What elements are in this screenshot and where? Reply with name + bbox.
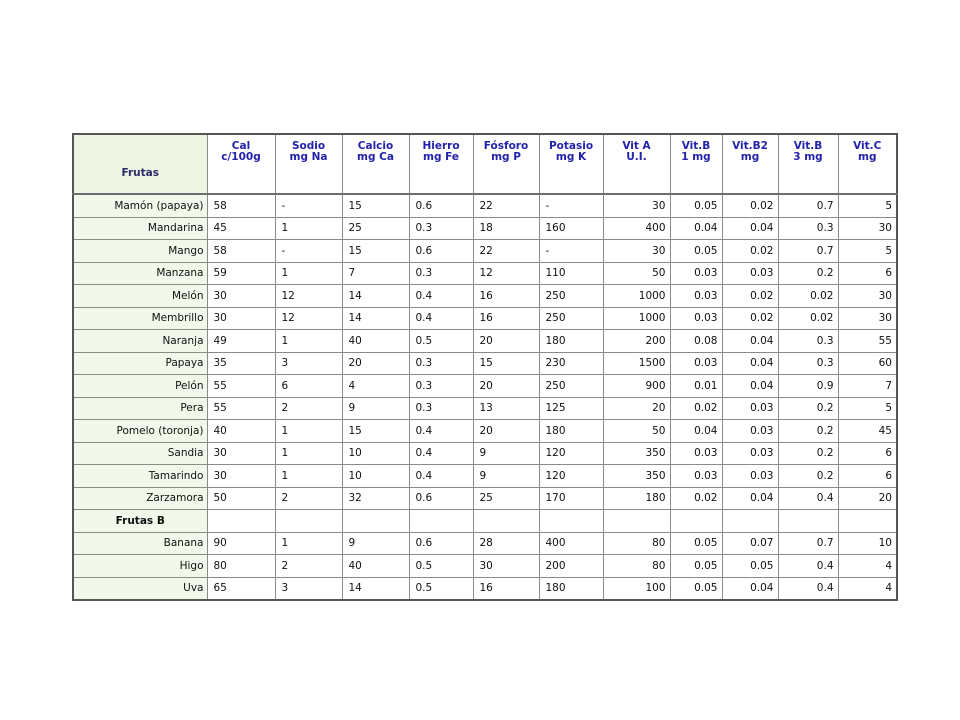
value-cell xyxy=(409,510,473,533)
value-cell: 1 xyxy=(275,330,342,353)
fruit-name-cell: Banana xyxy=(73,532,207,555)
value-cell: 0.07 xyxy=(722,532,778,555)
table-row xyxy=(73,240,897,263)
fruit-name-cell: Sandia xyxy=(73,442,207,465)
value-cell: 0.03 xyxy=(722,442,778,465)
value-cell: 7 xyxy=(838,375,897,398)
table-row xyxy=(73,352,897,375)
value-cell: 0.04 xyxy=(722,217,778,240)
value-cell: 0.03 xyxy=(670,307,722,330)
value-cell: 55 xyxy=(838,330,897,353)
fruit-name-cell: Pelón xyxy=(73,375,207,398)
value-cell: 20 xyxy=(473,330,539,353)
fruit-name-cell: Membrillo xyxy=(73,307,207,330)
value-cell: 32 xyxy=(342,487,409,510)
value-cell: 0.03 xyxy=(722,465,778,488)
value-cell: 12 xyxy=(473,262,539,285)
value-cell: 55 xyxy=(207,397,275,420)
value-cell: - xyxy=(275,240,342,263)
value-cell: 1 xyxy=(275,442,342,465)
value-cell: 0.2 xyxy=(778,262,838,285)
value-cell: 0.05 xyxy=(670,555,722,578)
table-row xyxy=(73,217,897,240)
value-cell: 10 xyxy=(838,532,897,555)
value-cell: 30 xyxy=(838,217,897,240)
column-header xyxy=(838,134,897,194)
value-cell: 0.2 xyxy=(778,465,838,488)
value-cell: 30 xyxy=(207,285,275,308)
table-row xyxy=(73,532,897,555)
fruit-name-cell: Mandarina xyxy=(73,217,207,240)
table-header xyxy=(73,134,897,194)
value-cell: 13 xyxy=(473,397,539,420)
value-cell: 250 xyxy=(539,375,603,398)
value-cell: 1500 xyxy=(603,352,670,375)
value-cell: 0.6 xyxy=(409,532,473,555)
section-label: Frutas B xyxy=(73,510,207,533)
value-cell: 80 xyxy=(603,532,670,555)
value-cell: 200 xyxy=(539,555,603,578)
value-cell: 14 xyxy=(342,577,409,600)
value-cell: 30 xyxy=(473,555,539,578)
value-cell: 50 xyxy=(603,420,670,443)
value-cell: 14 xyxy=(342,285,409,308)
value-cell: 20 xyxy=(342,352,409,375)
column-header-line: mg Na xyxy=(289,151,328,163)
value-cell: 0.4 xyxy=(409,307,473,330)
value-cell: 1000 xyxy=(603,285,670,308)
value-cell: 0.4 xyxy=(778,487,838,510)
value-cell: 0.05 xyxy=(670,577,722,600)
value-cell: 0.03 xyxy=(670,352,722,375)
value-cell: 0.02 xyxy=(722,307,778,330)
column-header-line: Hierro xyxy=(422,140,460,152)
table-row xyxy=(73,442,897,465)
value-cell: 0.02 xyxy=(722,194,778,217)
fruit-name-cell: Manzana xyxy=(73,262,207,285)
value-cell: 45 xyxy=(838,420,897,443)
value-cell: 58 xyxy=(207,240,275,263)
value-cell: 0.4 xyxy=(409,442,473,465)
value-cell: 0.2 xyxy=(778,397,838,420)
value-cell: 0.02 xyxy=(778,285,838,308)
value-cell: 45 xyxy=(207,217,275,240)
value-cell: 50 xyxy=(603,262,670,285)
value-cell: 0.04 xyxy=(670,217,722,240)
value-cell xyxy=(342,510,409,533)
value-cell: 0.03 xyxy=(670,442,722,465)
value-cell xyxy=(539,510,603,533)
value-cell: 0.08 xyxy=(670,330,722,353)
value-cell: 180 xyxy=(539,577,603,600)
value-cell: 16 xyxy=(473,285,539,308)
table-row xyxy=(73,577,897,600)
value-cell: 0.2 xyxy=(778,442,838,465)
value-cell: 7 xyxy=(342,262,409,285)
value-cell: 65 xyxy=(207,577,275,600)
value-cell: 0.9 xyxy=(778,375,838,398)
value-cell: 0.04 xyxy=(722,375,778,398)
column-header xyxy=(275,134,342,194)
header-row xyxy=(73,134,897,194)
value-cell: 22 xyxy=(473,240,539,263)
value-cell: 0.4 xyxy=(778,555,838,578)
value-cell: 0.04 xyxy=(722,352,778,375)
value-cell: 9 xyxy=(473,442,539,465)
value-cell: 0.3 xyxy=(409,375,473,398)
value-cell: 49 xyxy=(207,330,275,353)
value-cell: 0.7 xyxy=(778,532,838,555)
value-cell: 0.05 xyxy=(670,240,722,263)
value-cell: 350 xyxy=(603,442,670,465)
value-cell: 16 xyxy=(473,577,539,600)
value-cell: 9 xyxy=(342,532,409,555)
value-cell: 400 xyxy=(603,217,670,240)
fruit-name-cell: Melón xyxy=(73,285,207,308)
column-header-line: Vit.B xyxy=(793,140,823,152)
value-cell: 0.01 xyxy=(670,375,722,398)
column-header-line: 3 mg xyxy=(793,151,823,163)
value-cell xyxy=(473,510,539,533)
value-cell: 0.02 xyxy=(778,307,838,330)
value-cell: 80 xyxy=(603,555,670,578)
value-cell: 0.6 xyxy=(409,240,473,263)
value-cell: - xyxy=(539,194,603,217)
value-cell: 230 xyxy=(539,352,603,375)
nutrition-table-container xyxy=(72,133,898,601)
value-cell: 22 xyxy=(473,194,539,217)
value-cell: 6 xyxy=(838,442,897,465)
value-cell: 3 xyxy=(275,577,342,600)
value-cell: 30 xyxy=(207,307,275,330)
value-cell: 120 xyxy=(539,465,603,488)
table-row xyxy=(73,262,897,285)
value-cell xyxy=(778,510,838,533)
value-cell: 10 xyxy=(342,465,409,488)
column-header xyxy=(409,134,473,194)
value-cell: 0.03 xyxy=(670,465,722,488)
value-cell: 0.7 xyxy=(778,194,838,217)
value-cell: 0.7 xyxy=(778,240,838,263)
column-header-line: Frutas xyxy=(121,166,159,179)
value-cell xyxy=(670,510,722,533)
value-cell: 160 xyxy=(539,217,603,240)
value-cell: 2 xyxy=(275,397,342,420)
value-cell: 80 xyxy=(207,555,275,578)
table-row xyxy=(73,487,897,510)
value-cell: 0.6 xyxy=(409,487,473,510)
value-cell: 180 xyxy=(603,487,670,510)
fruit-name-cell: Uva xyxy=(73,577,207,600)
value-cell xyxy=(838,510,897,533)
column-header-line: Vit.B xyxy=(681,140,711,152)
value-cell: 15 xyxy=(473,352,539,375)
value-cell: 0.02 xyxy=(722,240,778,263)
value-cell: 0.3 xyxy=(778,217,838,240)
value-cell: 6 xyxy=(838,465,897,488)
value-cell: 0.03 xyxy=(722,420,778,443)
fruit-name-cell: Papaya xyxy=(73,352,207,375)
value-cell: 4 xyxy=(342,375,409,398)
value-cell: 250 xyxy=(539,285,603,308)
table-row xyxy=(73,555,897,578)
value-cell: 30 xyxy=(603,194,670,217)
value-cell xyxy=(207,510,275,533)
value-cell: 4 xyxy=(838,577,897,600)
value-cell: 9 xyxy=(342,397,409,420)
fruit-name-cell: Naranja xyxy=(73,330,207,353)
value-cell xyxy=(275,510,342,533)
value-cell xyxy=(722,510,778,533)
column-header-line: mg Fe xyxy=(423,151,459,163)
value-cell: 55 xyxy=(207,375,275,398)
column-header-line: Potasio xyxy=(548,140,594,152)
value-cell: 0.3 xyxy=(409,217,473,240)
value-cell: 0.3 xyxy=(778,330,838,353)
fruit-name-cell: Mango xyxy=(73,240,207,263)
value-cell: 30 xyxy=(207,465,275,488)
value-cell: 60 xyxy=(838,352,897,375)
value-cell: 0.6 xyxy=(409,194,473,217)
value-cell: 1000 xyxy=(603,307,670,330)
value-cell: 120 xyxy=(539,442,603,465)
value-cell: 14 xyxy=(342,307,409,330)
value-cell: 25 xyxy=(342,217,409,240)
value-cell: 15 xyxy=(342,420,409,443)
fruit-name-cell: Tamarindo xyxy=(73,465,207,488)
column-header xyxy=(473,134,539,194)
column-header-line: mg P xyxy=(491,151,521,163)
value-cell: 4 xyxy=(838,555,897,578)
value-cell: 0.04 xyxy=(722,487,778,510)
value-cell: 0.04 xyxy=(670,420,722,443)
value-cell: 100 xyxy=(603,577,670,600)
fruit-name-cell: Pera xyxy=(73,397,207,420)
column-header xyxy=(722,134,778,194)
table-row xyxy=(73,397,897,420)
table-row xyxy=(73,194,897,217)
value-cell: 20 xyxy=(838,487,897,510)
value-cell: 0.5 xyxy=(409,577,473,600)
fruit-name-cell: Mamón (papaya) xyxy=(73,194,207,217)
value-cell: 0.03 xyxy=(722,262,778,285)
column-header-line: Vit.B2 xyxy=(732,140,768,152)
value-cell: 2 xyxy=(275,487,342,510)
value-cell: 20 xyxy=(603,397,670,420)
value-cell: 0.02 xyxy=(722,285,778,308)
table-row xyxy=(73,375,897,398)
value-cell: 59 xyxy=(207,262,275,285)
value-cell: 400 xyxy=(539,532,603,555)
value-cell: 12 xyxy=(275,307,342,330)
column-header xyxy=(670,134,722,194)
column-header xyxy=(342,134,409,194)
value-cell: 10 xyxy=(342,442,409,465)
value-cell: 0.4 xyxy=(409,285,473,308)
value-cell: 40 xyxy=(207,420,275,443)
value-cell: 12 xyxy=(275,285,342,308)
table-row xyxy=(73,420,897,443)
value-cell: - xyxy=(539,240,603,263)
value-cell: 30 xyxy=(838,307,897,330)
column-header-line: mg xyxy=(740,151,760,163)
value-cell: 1 xyxy=(275,420,342,443)
value-cell: 20 xyxy=(473,420,539,443)
value-cell: 0.2 xyxy=(778,420,838,443)
value-cell: 40 xyxy=(342,330,409,353)
value-cell: 0.3 xyxy=(409,397,473,420)
value-cell: 9 xyxy=(473,465,539,488)
column-header-line: Vit A xyxy=(622,140,651,152)
fruit-name-cell: Zarzamora xyxy=(73,487,207,510)
value-cell: 900 xyxy=(603,375,670,398)
value-cell: 1 xyxy=(275,465,342,488)
table-row xyxy=(73,330,897,353)
value-cell: 6 xyxy=(275,375,342,398)
value-cell: 2 xyxy=(275,555,342,578)
column-header-line: Sodio xyxy=(291,140,326,152)
value-cell: 18 xyxy=(473,217,539,240)
value-cell: 0.3 xyxy=(409,262,473,285)
value-cell: 15 xyxy=(342,240,409,263)
value-cell: 6 xyxy=(838,262,897,285)
value-cell: 40 xyxy=(342,555,409,578)
value-cell: 0.04 xyxy=(722,577,778,600)
value-cell: 35 xyxy=(207,352,275,375)
fruit-name-cell: Higo xyxy=(73,555,207,578)
value-cell: 0.05 xyxy=(670,532,722,555)
value-cell: 0.03 xyxy=(670,262,722,285)
value-cell: 0.3 xyxy=(778,352,838,375)
value-cell: 90 xyxy=(207,532,275,555)
table-body xyxy=(73,194,897,600)
value-cell: 28 xyxy=(473,532,539,555)
value-cell: 30 xyxy=(207,442,275,465)
value-cell: 5 xyxy=(838,194,897,217)
value-cell: 3 xyxy=(275,352,342,375)
value-cell: 16 xyxy=(473,307,539,330)
value-cell: 1 xyxy=(275,532,342,555)
value-cell: 0.03 xyxy=(670,285,722,308)
value-cell: 0.02 xyxy=(670,487,722,510)
value-cell: 0.02 xyxy=(670,397,722,420)
value-cell: 110 xyxy=(539,262,603,285)
value-cell: 5 xyxy=(838,397,897,420)
column-header-line: Fósforo xyxy=(483,140,529,152)
fruit-name-cell: Pomelo (toronja) xyxy=(73,420,207,443)
value-cell: 170 xyxy=(539,487,603,510)
column-header xyxy=(778,134,838,194)
value-cell: 20 xyxy=(473,375,539,398)
value-cell: 350 xyxy=(603,465,670,488)
value-cell: 180 xyxy=(539,420,603,443)
value-cell: 0.05 xyxy=(722,555,778,578)
section-row xyxy=(73,510,897,533)
value-cell: 250 xyxy=(539,307,603,330)
table-row xyxy=(73,307,897,330)
value-cell: 25 xyxy=(473,487,539,510)
value-cell: 15 xyxy=(342,194,409,217)
value-cell: 0.5 xyxy=(409,555,473,578)
value-cell: - xyxy=(275,194,342,217)
column-header xyxy=(539,134,603,194)
value-cell: 30 xyxy=(603,240,670,263)
column-header-line: Calcio xyxy=(357,140,394,152)
value-cell: 200 xyxy=(603,330,670,353)
column-header-line: Cal xyxy=(231,140,251,152)
value-cell: 0.04 xyxy=(722,330,778,353)
value-cell: 180 xyxy=(539,330,603,353)
table-row xyxy=(73,285,897,308)
value-cell: 0.3 xyxy=(409,352,473,375)
value-cell: 0.4 xyxy=(778,577,838,600)
table-row xyxy=(73,465,897,488)
value-cell: 0.4 xyxy=(409,465,473,488)
column-header-fruit xyxy=(73,134,207,194)
value-cell: 58 xyxy=(207,194,275,217)
column-header-line: c/100g xyxy=(221,151,261,163)
column-header-line: mg xyxy=(858,151,877,163)
value-cell: 0.5 xyxy=(409,330,473,353)
column-header-line: mg Ca xyxy=(357,151,394,163)
value-cell: 1 xyxy=(275,262,342,285)
value-cell: 0.05 xyxy=(670,194,722,217)
value-cell: 5 xyxy=(838,240,897,263)
column-header xyxy=(207,134,275,194)
value-cell: 0.4 xyxy=(409,420,473,443)
value-cell: 1 xyxy=(275,217,342,240)
value-cell: 50 xyxy=(207,487,275,510)
value-cell: 30 xyxy=(838,285,897,308)
column-header-line: 1 mg xyxy=(681,151,711,163)
column-header-line: U.I. xyxy=(626,151,647,163)
column-header-line: Vit.C xyxy=(853,140,882,152)
column-header-line: mg K xyxy=(555,151,587,163)
value-cell xyxy=(603,510,670,533)
value-cell: 0.03 xyxy=(722,397,778,420)
value-cell: 125 xyxy=(539,397,603,420)
fruit-nutrition-table xyxy=(72,133,898,601)
column-header xyxy=(603,134,670,194)
